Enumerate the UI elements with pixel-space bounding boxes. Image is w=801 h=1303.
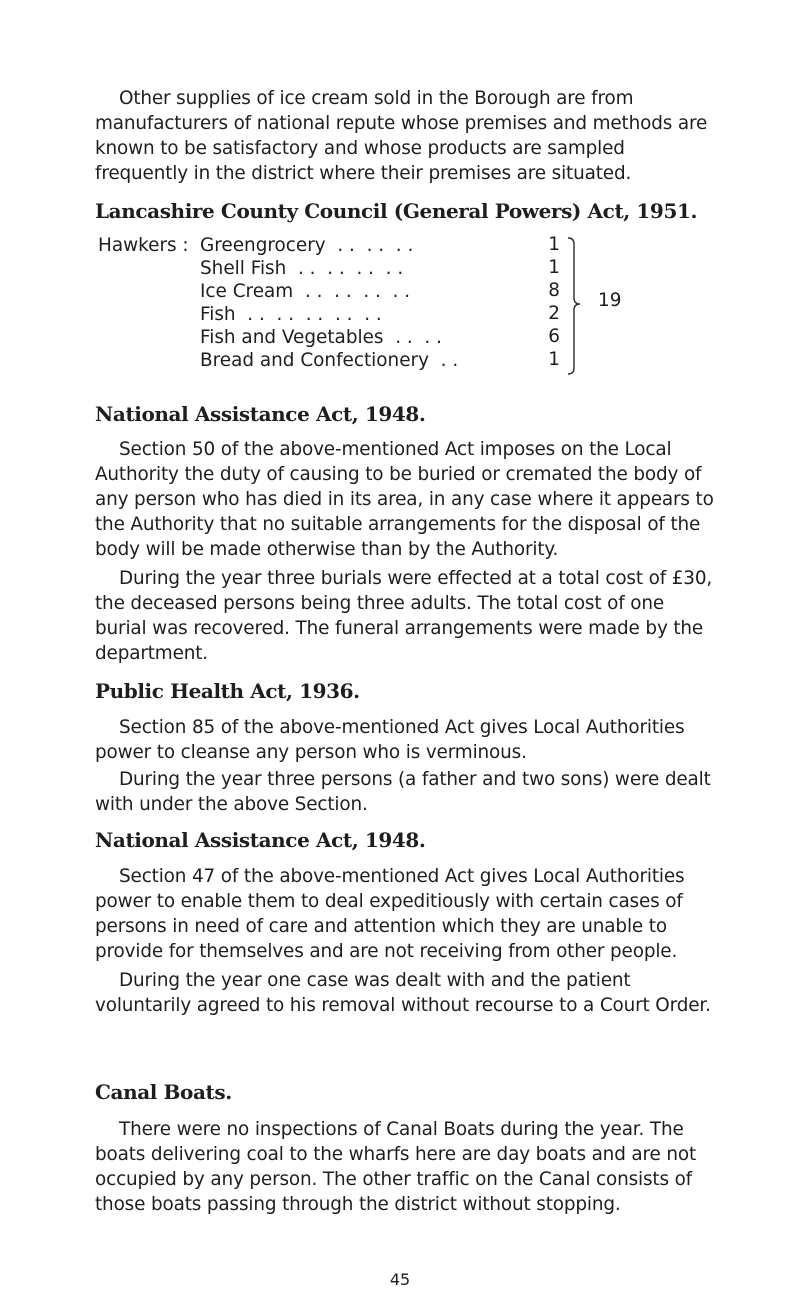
section-47-text: Section 47 of the above-mentioned Act gives Local Authorities power to enable them to deal expeditiously with certain cases of persons in need of care and attention which they are unable to provide for themselves and are not receiving from other people. (95, 866, 685, 962)
hawker-item-count: 6 (548, 326, 560, 347)
hawker-item-dots: . . . . . . (325, 235, 414, 256)
canal-boats-heading: Canal Boats. (95, 1080, 232, 1104)
section-50-text: Section 50 of the above-mentioned Act imposes on the Local Authority the duty of causing to be buried or cremated the body of any person who has died in its area, in any case where it appears to the Authority that no suitable arrangements for the disposal of the body will be made otherwise than by the Authority. (95, 439, 714, 560)
hawker-item (200, 234, 413, 257)
burials-paragraph (95, 566, 715, 666)
removal-text: During the year one case was dealt with and the patient voluntarily agreed to his removal without recourse to a Court Order. (95, 970, 711, 1016)
hawker-item-dots: . . . . (383, 327, 442, 348)
hawker-item-label: Shell Fish (200, 258, 287, 279)
removal-paragraph (95, 968, 715, 1018)
hawker-item-label: Bread and Confectionery (200, 350, 429, 371)
verminous-text: During the year three persons (a father and two sons) were dealt with under the above Section. (95, 769, 711, 815)
section-50-paragraph (95, 437, 715, 562)
canal-boats-paragraph (95, 1117, 715, 1217)
hawker-item (200, 280, 410, 303)
hawkers-total: 19 (598, 290, 622, 311)
hawker-item-count: 2 (548, 303, 560, 324)
verminous-paragraph (95, 767, 715, 817)
hawker-item-count: 1 (548, 234, 560, 255)
hawker-item-count: 1 (548, 257, 560, 278)
hawker-item-label: Fish (200, 304, 236, 325)
public-health-heading: Public Health Act, 1936. (95, 679, 360, 703)
burials-text: During the year three burials were effected at a total cost of £30, the deceased persons being three adults. The total cost of one burial was recovered. The funeral arrangements were made by the department. (95, 568, 713, 664)
hawker-item-dots: . . . . . . . . (286, 258, 404, 279)
lancashire-act-heading: Lancashire County Council (General Powers) Act, 1951. (95, 199, 698, 223)
hawker-item-count: 8 (548, 280, 560, 301)
section-47-paragraph (95, 864, 715, 964)
hawker-item (200, 349, 458, 372)
hawker-item-dots: . . . . . . . . (293, 281, 411, 302)
hawkers-brace (562, 236, 592, 376)
page-number: 45 (389, 1270, 411, 1289)
hawker-item-dots: . . (428, 350, 459, 371)
national-assistance-heading: National Assistance Act, 1948. (95, 402, 426, 426)
intro-paragraph (95, 86, 715, 186)
hawker-item (200, 303, 382, 326)
national-assistance-heading-2: National Assistance Act, 1948. (95, 828, 426, 852)
hawker-item-count: 1 (548, 349, 560, 370)
hawker-item-label: Fish and Vegetables (200, 327, 384, 348)
hawker-item-label: Greengrocery (200, 235, 326, 256)
section-85-text: Section 85 of the above-mentioned Act gives Local Authorities power to cleanse any person who is verminous. (95, 717, 685, 763)
hawker-item-dots: . . . . . . . . . . (235, 304, 382, 325)
canal-boats-text: There were no inspections of Canal Boats during the year. The boats delivering coal to the wharfs here are day boats and are not occupied by any person. The other traffic on the Canal consists of those boats passing through the district without stopping. (95, 1119, 697, 1215)
intro-text: Other supplies of ice cream sold in the Borough are from manufacturers of national repute whose premises and methods are known to be satisfactory and whose products are sampled frequently in the district where their premises are situated. (95, 88, 708, 184)
hawker-item (200, 326, 442, 349)
hawker-item (200, 257, 403, 280)
section-85-paragraph (95, 715, 715, 765)
hawker-item-label: Ice Cream (200, 281, 294, 302)
hawkers-label: Hawkers : (98, 235, 189, 256)
